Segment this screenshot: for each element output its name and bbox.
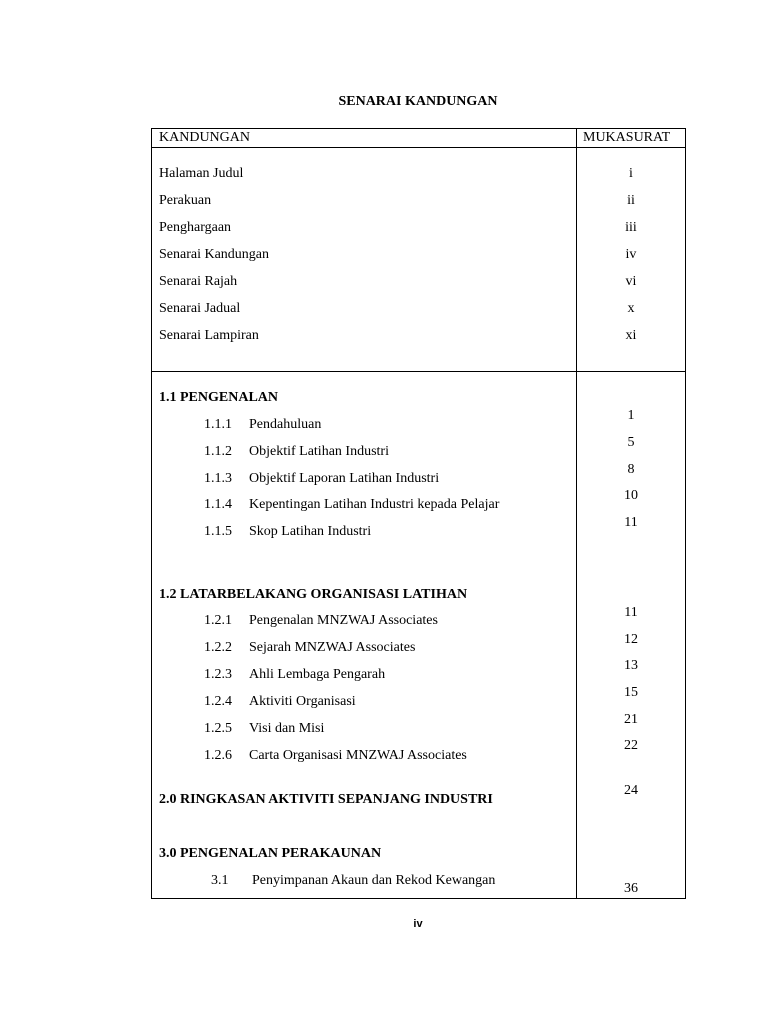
item-number: 1.1.3 bbox=[204, 471, 232, 486]
item-number: 3.1 bbox=[211, 873, 229, 888]
header-content: KANDUNGAN bbox=[159, 130, 250, 145]
item-label: Skop Latihan Industri bbox=[249, 524, 372, 539]
item-page: 21 bbox=[624, 712, 638, 727]
front-matter-page: xi bbox=[625, 328, 637, 343]
front-matter-label: Senarai Jadual bbox=[159, 301, 241, 316]
section-heading: 1.2 LATARBELAKANG ORGANISASI LATIHAN bbox=[159, 587, 468, 602]
item-number: 1.2.1 bbox=[204, 613, 232, 628]
item-page: 11 bbox=[624, 605, 638, 620]
page-number: iv bbox=[413, 918, 423, 930]
item-number: 1.1.2 bbox=[204, 444, 232, 459]
page-title: SENARAI KANDUNGAN bbox=[338, 94, 498, 109]
item-label: Objektif Laporan Latihan Industri bbox=[249, 471, 440, 486]
front-matter-page: iii bbox=[625, 220, 637, 235]
item-page: 36 bbox=[624, 881, 638, 896]
item-number: 1.1.5 bbox=[204, 524, 232, 539]
front-matter-label: Senarai Rajah bbox=[159, 274, 238, 289]
front-matter-page: i bbox=[629, 166, 633, 181]
item-label: Aktiviti Organisasi bbox=[249, 694, 356, 709]
section-divider bbox=[152, 371, 685, 372]
item-label: Kepentingan Latihan Industri kepada Pelajar bbox=[249, 497, 500, 512]
header-page: MUKASURAT bbox=[583, 130, 671, 145]
front-matter-page: x bbox=[627, 301, 635, 316]
item-page: 15 bbox=[624, 685, 638, 700]
front-matter-label: Halaman Judul bbox=[159, 166, 244, 181]
item-label: Sejarah MNZWAJ Associates bbox=[249, 640, 416, 655]
item-page: 10 bbox=[624, 488, 638, 503]
item-number: 1.1.1 bbox=[204, 417, 232, 432]
section-heading: 2.0 RINGKASAN AKTIVITI SEPANJANG INDUSTRI bbox=[159, 792, 493, 807]
front-matter-label: Penghargaan bbox=[159, 220, 232, 235]
item-label: Ahli Lembaga Pengarah bbox=[249, 667, 386, 682]
item-page: 1 bbox=[627, 408, 635, 423]
item-label: Penyimpanan Akaun dan Rekod Kewangan bbox=[252, 873, 496, 888]
section-heading: 1.1 PENGENALAN bbox=[159, 390, 279, 405]
item-label: Objektif Latihan Industri bbox=[249, 444, 389, 459]
item-number: 1.2.3 bbox=[204, 667, 232, 682]
item-page: 8 bbox=[627, 462, 635, 477]
header-divider bbox=[152, 147, 685, 148]
item-page: 11 bbox=[624, 515, 638, 530]
item-label: Pendahuluan bbox=[249, 417, 322, 432]
item-page: 5 bbox=[627, 435, 635, 450]
item-label: Carta Organisasi MNZWAJ Associates bbox=[249, 748, 467, 763]
front-matter-label: Senarai Lampiran bbox=[159, 328, 259, 343]
front-matter-page: vi bbox=[625, 274, 637, 289]
item-label: Pengenalan MNZWAJ Associates bbox=[249, 613, 438, 628]
front-matter-label: Senarai Kandungan bbox=[159, 247, 270, 262]
item-page: 22 bbox=[624, 738, 638, 753]
item-page: 13 bbox=[624, 658, 638, 673]
front-matter-page: iv bbox=[625, 247, 637, 262]
item-number: 1.2.5 bbox=[204, 721, 232, 736]
section-heading: 3.0 PENGENALAN PERAKAUNAN bbox=[159, 846, 382, 861]
item-number: 1.1.4 bbox=[204, 497, 232, 512]
toc-table bbox=[151, 128, 686, 899]
item-number: 1.2.2 bbox=[204, 640, 232, 655]
item-page: 12 bbox=[624, 632, 638, 647]
front-matter-page: ii bbox=[627, 193, 635, 208]
front-matter-label: Perakuan bbox=[159, 193, 212, 208]
item-page: 24 bbox=[624, 783, 638, 798]
item-number: 1.2.6 bbox=[204, 748, 232, 763]
item-label: Visi dan Misi bbox=[249, 721, 325, 736]
item-number: 1.2.4 bbox=[204, 694, 232, 709]
